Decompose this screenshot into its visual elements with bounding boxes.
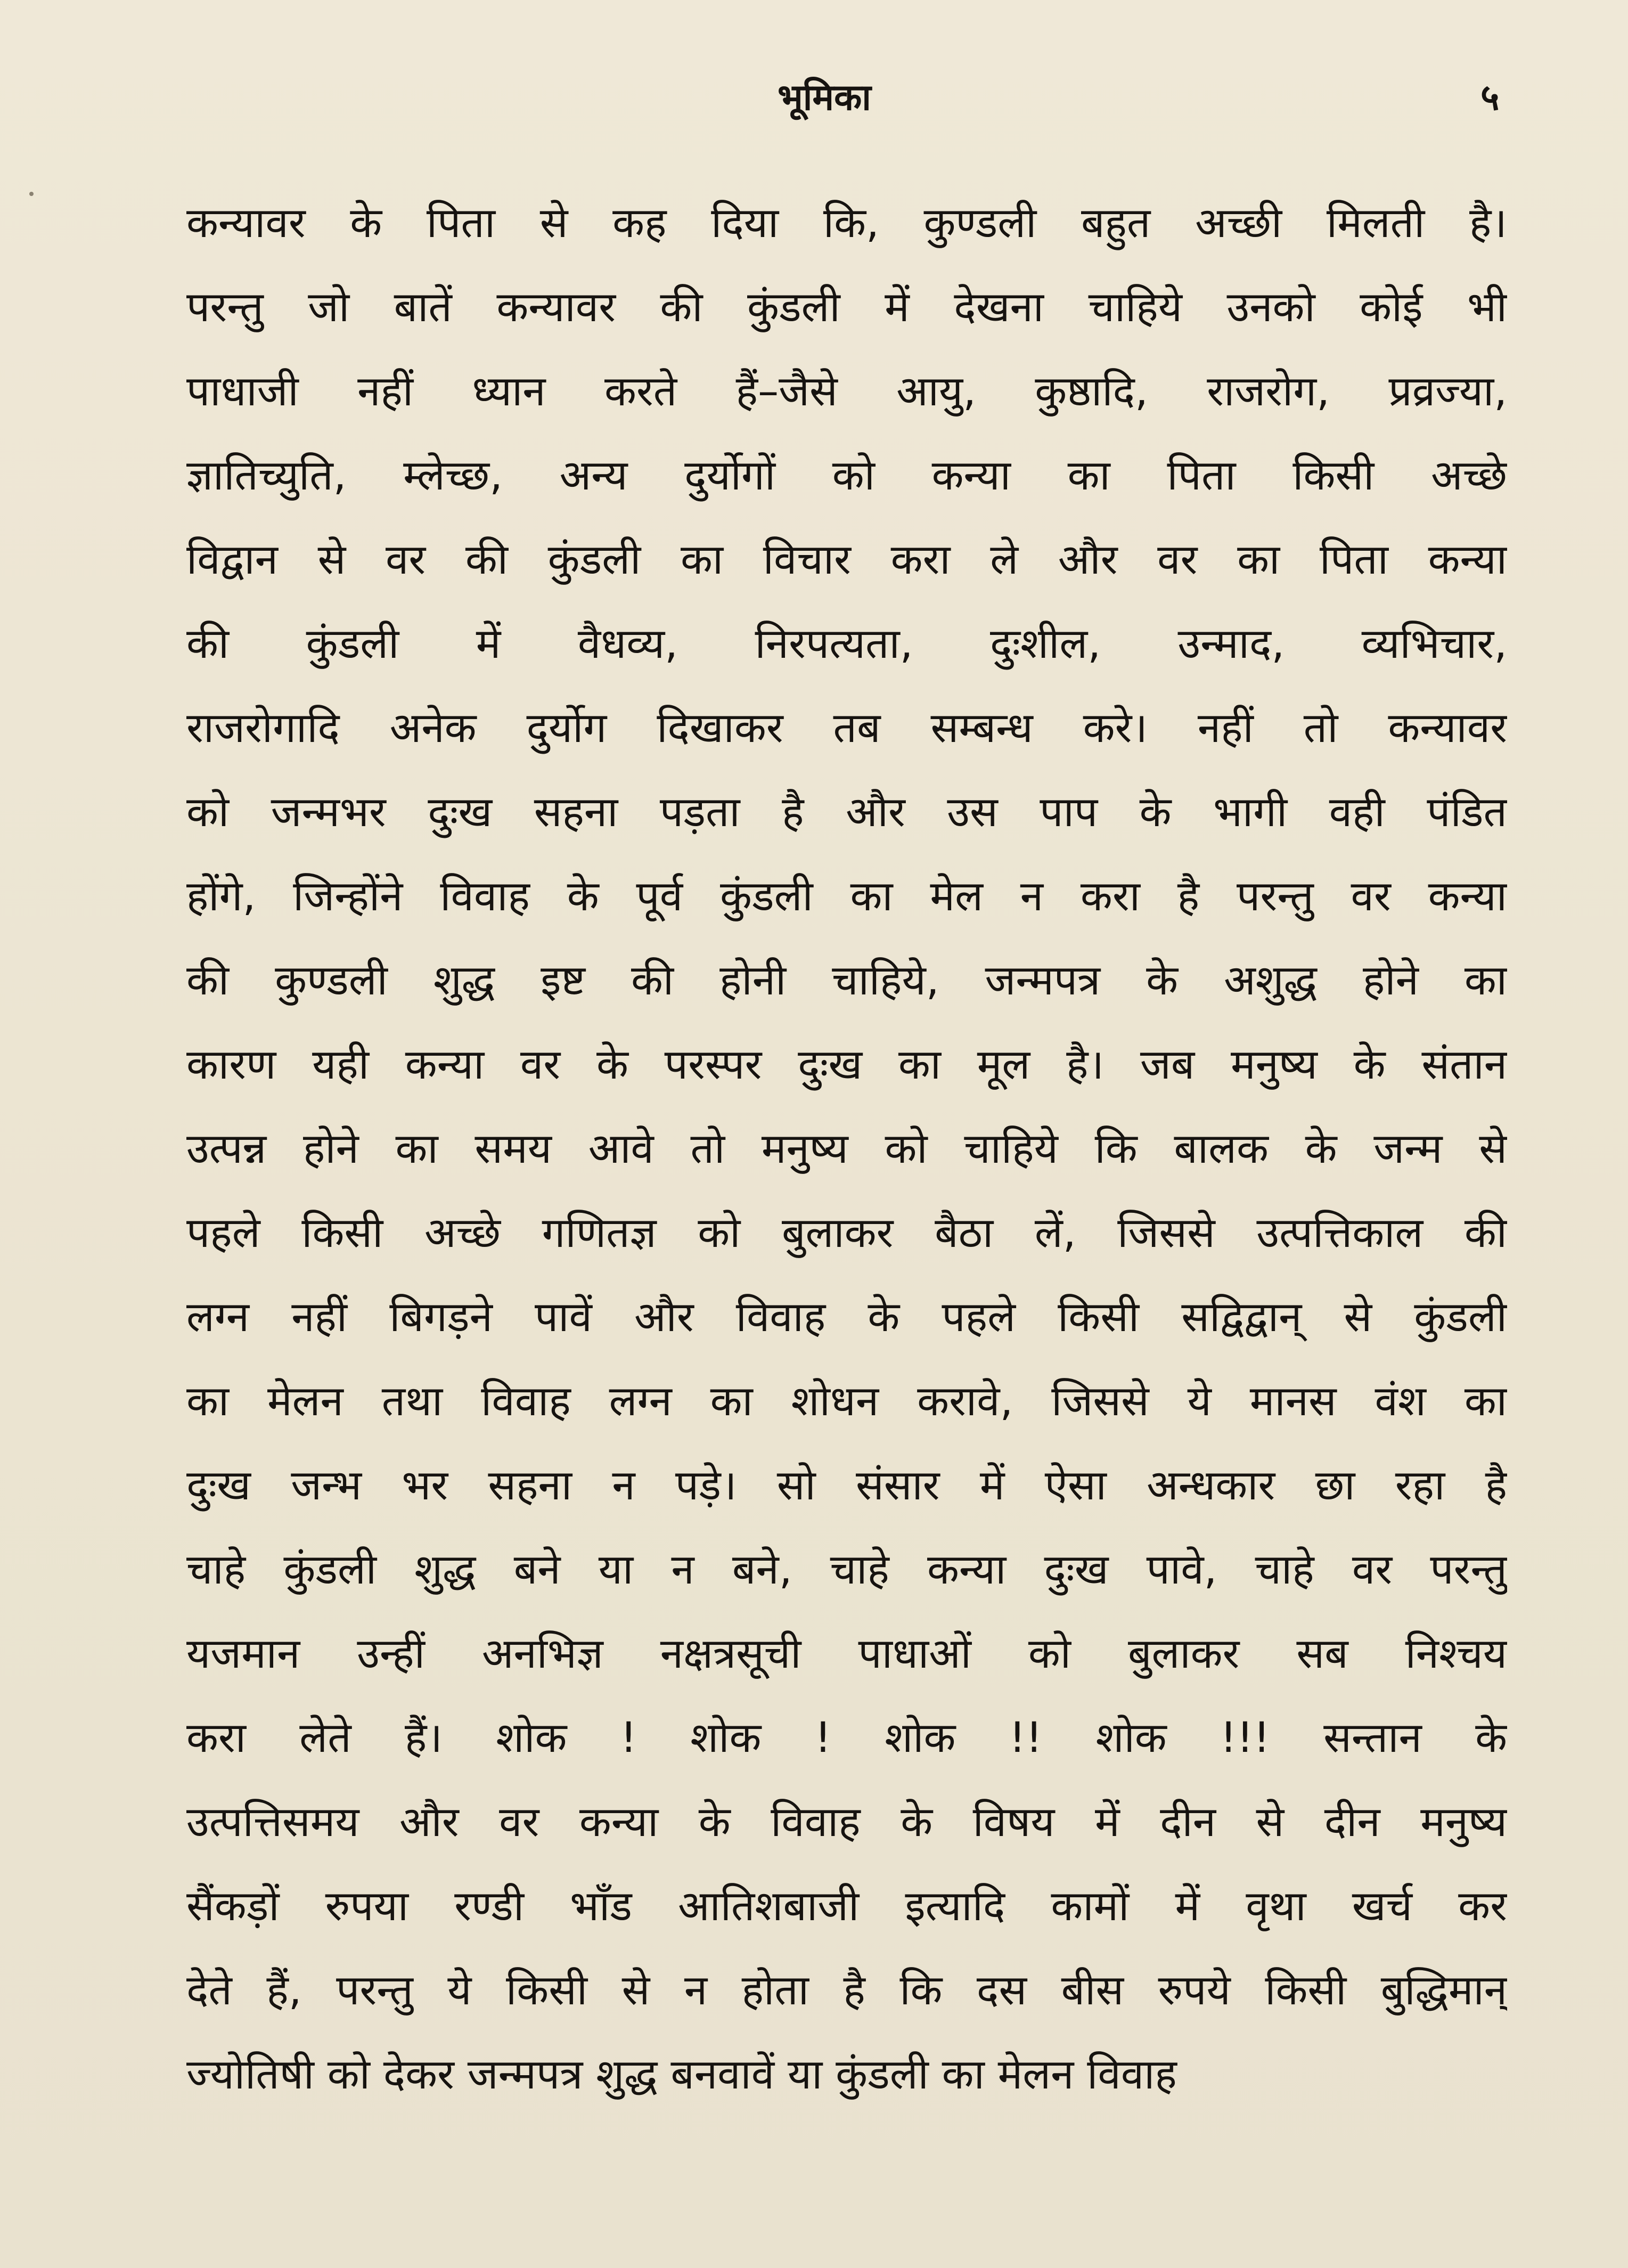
text-line: की कुण्डली शुद्ध इष्ट की होनी चाहिये, जन्मपत्र के अशुद्ध होने का: [186, 957, 1507, 1005]
text-line: देते हैं, परन्तु ये किसी से न होता है कि दस बीस रुपये किसी बुद्धिमान्: [186, 1967, 1507, 2014]
page-number: ५: [1480, 77, 1500, 119]
text-line: पहले किसी अच्छे गणितज्ञ को बुलाकर बैठा लें, जिससे उत्पत्तिकाल की: [186, 1209, 1507, 1257]
text-line: पाधाजी नहीं ध्यान करते हैं–जैसे आयु, कुष्ठादि, राजरोग, प्रव्रज्या,: [186, 368, 1507, 415]
running-head-title: भूमिका: [778, 77, 871, 119]
text-line: का मेलन तथा विवाह लग्न का शोधन करावे, जिससे ये मानस वंश का: [186, 1377, 1507, 1425]
text-line: करा लेते हैं। शोक ! शोक ! शोक !! शोक !!! सन्तान के: [186, 1714, 1507, 1762]
text-line: विद्वान से वर की कुंडली का विचार करा ले और वर का पिता कन्या: [186, 536, 1507, 584]
text-line: ज्ञातिच्युति, म्लेच्छ, अन्य दुर्योगों को कन्या का पिता किसी अच्छे: [186, 452, 1507, 500]
text-line: उत्पत्तिसमय और वर कन्या के विवाह के विषय में दीन से दीन मनुष्य: [186, 1798, 1507, 1846]
text-line: ज्योतिषी को देकर जन्मपत्र शुद्ध बनवावें या कुंडली का मेलन विवाह: [186, 2051, 1177, 2099]
text-line: को जन्मभर दुःख सहना पड़ता है और उस पाप के भागी वही पंडित: [186, 788, 1507, 836]
body-paragraph: [186, 181, 1507, 2117]
text-line: कारण यही कन्या वर के परस्पर दुःख का मूल है। जब मनुष्य के संतान: [186, 1041, 1507, 1089]
text-line: दुःख जन्भ भर सहना न पड़े। सो संसार में ऐसा अन्धकार छा रहा है: [186, 1462, 1507, 1510]
text-line: राजरोगादि अनेक दुर्योग दिखाकर तब सम्बन्ध करे। नहीं तो कन्यावर: [186, 704, 1507, 752]
text-line: यजमान उन्हीं अनभिज्ञ नक्षत्रसूची पाधाओं को बुलाकर सब निश्चय: [186, 1630, 1507, 1678]
text-line: परन्तु जो बातें कन्यावर की कुंडली में देखना चाहिये उनको कोई भी: [186, 283, 1507, 331]
text-line: की कुंडली में वैधव्य, निरपत्यता, दुःशील, उन्माद, व्यभिचार,: [186, 620, 1507, 668]
text-line: लग्न नहीं बिगड़ने पावें और विवाह के पहले किसी सद्विद्वान् से कुंडली: [186, 1293, 1507, 1341]
text-line: कन्यावर के पिता से कह दिया कि, कुण्डली बहुत अच्छी मिलती है।: [186, 199, 1507, 247]
paper-speck: [29, 192, 34, 196]
text-line: होंगे, जिन्होंने विवाह के पूर्व कुंडली का मेल न करा है परन्तु वर कन्या: [186, 872, 1507, 920]
text-line: सैंकड़ों रुपया रण्डी भाँड आतिशबाजी इत्यादि कामों में वृथा खर्च कर: [186, 1882, 1507, 1930]
text-line: उत्पन्न होने का समय आवे तो मनुष्य को चाहिये कि बालक के जन्म से: [186, 1125, 1507, 1173]
text-line: चाहे कुंडली शुद्ध बने या न बने, चाहे कन्या दुःख पावे, चाहे वर परन्तु: [186, 1546, 1507, 1594]
